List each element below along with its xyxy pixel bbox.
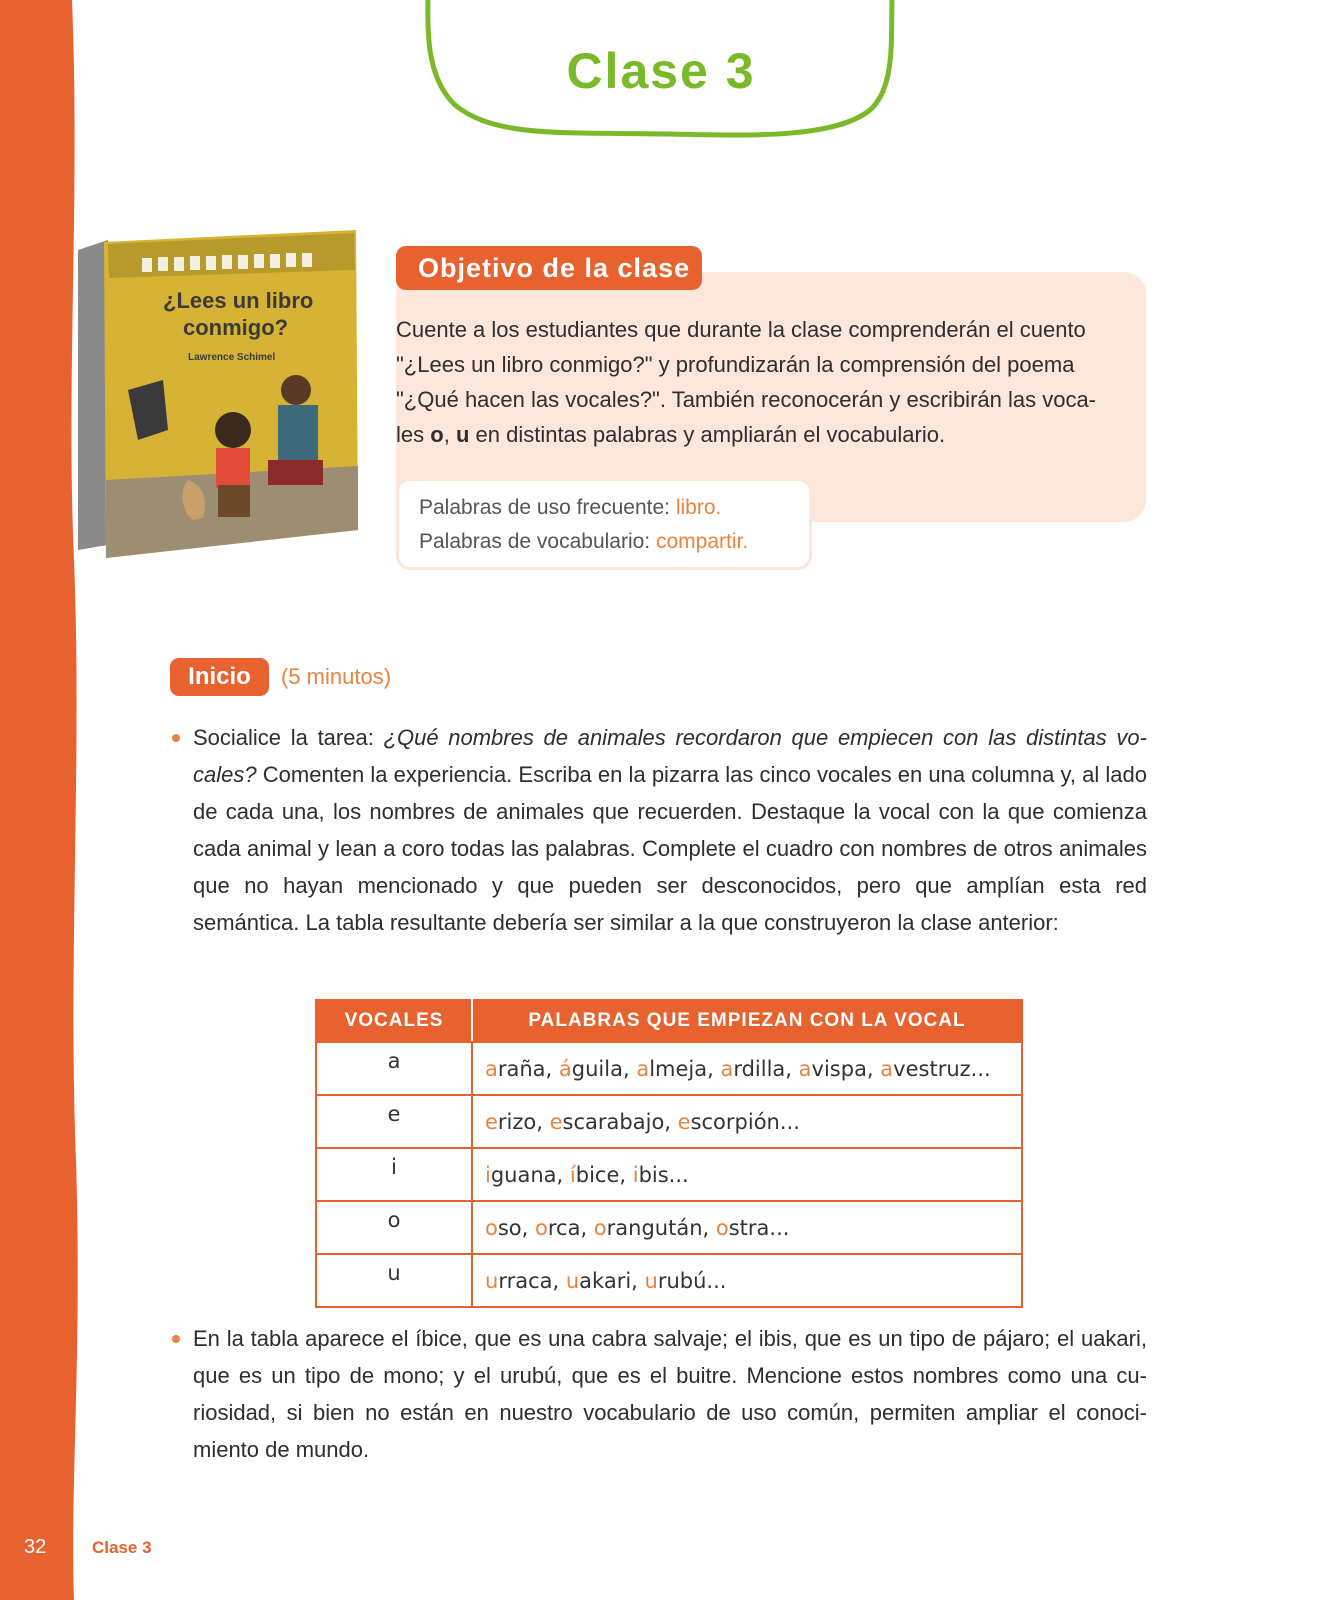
vowel-cell: e <box>316 1095 472 1148</box>
word-rest: lmeja, <box>649 1056 721 1081</box>
word-rest: bice, <box>575 1162 633 1187</box>
objective-tab: Objetivo de la clase <box>396 246 702 290</box>
vowel-cell: o <box>316 1201 472 1254</box>
word-initial-letter: a <box>880 1056 894 1081</box>
word-rest: bis... <box>638 1162 689 1187</box>
paragraph-1-rest: Comenten la experiencia. Escriba en la pizarra las cinco vocales en una columna y, al lado de cada una, los nombres de animales que recuerden. Destaque la vocal con la que comienza cada animal y lean a coro todas las palabras. Complete el cuadro con nombres de otros animales que no hayan mencionado y que pueden ser desconocidos, pero que amplían esta red semántica. La tabla resultante debería ser similar a la que construyeron la clase anterior: <box>193 762 1147 935</box>
table-row <box>316 1148 1022 1201</box>
vocab-words-label: Palabras de vocabulario: <box>419 530 656 553</box>
inicio-time: (5 minutos) <box>281 664 392 689</box>
word-rest: rizo, <box>497 1109 550 1134</box>
word-initial-letter: a <box>636 1056 650 1081</box>
word-initial-letter: e <box>677 1109 691 1134</box>
vocab-words-line <box>419 525 809 559</box>
word-rest: guila, <box>571 1056 637 1081</box>
word-initial-letter: o <box>485 1215 498 1240</box>
word-initial-letter: u <box>485 1268 499 1293</box>
vowel-cell: i <box>316 1148 472 1201</box>
words-cell <box>472 1148 1022 1201</box>
word-rest: stra... <box>728 1215 790 1240</box>
book-author: Lawrence Schimel <box>188 352 276 363</box>
word-rest: so, <box>497 1215 535 1240</box>
words-cell <box>472 1042 1022 1095</box>
table-row <box>316 1254 1022 1307</box>
word-rest: vispa, <box>811 1056 881 1081</box>
word-initial-letter: o <box>593 1215 607 1240</box>
word-initial-letter: a <box>720 1056 734 1081</box>
word-initial-letter: e <box>549 1109 563 1134</box>
word-initial-letter: e <box>485 1109 498 1134</box>
inicio-tab: Inicio <box>170 658 269 696</box>
words-cell <box>472 1095 1022 1148</box>
objective-text-a: Cuente a los estudiantes que durante la clase comprenderán el cuento "¿Lees un libro conmigo?" y profundizarán la comprensión del poema "¿Qué hacen las vocales?". También reconocerán y escribirán las voca-les <box>396 317 1097 447</box>
footer-label: Clase 3 <box>92 1538 152 1557</box>
word-rest: rca, <box>547 1215 594 1240</box>
word-rest: rdilla, <box>733 1056 799 1081</box>
words-cell <box>472 1201 1022 1254</box>
page-number: 32 <box>24 1536 47 1558</box>
frequent-words-value: libro. <box>675 496 722 519</box>
word-initial-letter: u <box>644 1268 658 1293</box>
page-title: Clase 3 <box>566 43 756 99</box>
word-initial-letter: u <box>565 1268 580 1293</box>
side-strip <box>0 0 78 1600</box>
vowels-table <box>315 999 1023 1308</box>
word-rest: akari, <box>579 1268 645 1293</box>
vowel-cell: a <box>316 1042 472 1095</box>
book-title-line2: conmigo? <box>183 315 289 340</box>
word-initial-letter: á <box>558 1056 572 1081</box>
paragraph-1-lead: Socialice la tarea: <box>193 725 384 750</box>
table-row <box>316 1042 1022 1095</box>
paragraph-1-question: ¿Qué nombres de animales recordaron que empiecen con las distintas vo-cales? <box>193 725 1147 787</box>
word-initial-letter: i <box>632 1162 639 1187</box>
objective-bold-o: o <box>430 422 444 447</box>
table-header-palabras: PALABRAS QUE EMPIEZAN CON LA VOCAL <box>472 1000 1022 1042</box>
vocab-words-value: compartir. <box>655 530 749 553</box>
word-initial-letter: í <box>569 1162 576 1187</box>
word-rest: vestruz... <box>893 1056 991 1081</box>
word-initial-letter: o <box>715 1215 729 1240</box>
frequent-words-label: Palabras de uso frecuente: <box>419 496 676 519</box>
frequent-words-line <box>419 491 809 525</box>
paragraph-1 <box>193 719 1147 941</box>
words-cell <box>472 1254 1022 1307</box>
word-initial-letter: i <box>485 1162 491 1187</box>
table-row <box>316 1201 1022 1254</box>
book-cover-image <box>68 230 363 560</box>
word-rest: rubú... <box>657 1268 727 1293</box>
word-initial-letter: a <box>485 1056 498 1081</box>
word-rest: guana, <box>490 1162 570 1187</box>
vocabulary-box <box>396 478 812 570</box>
word-rest: rraca, <box>498 1268 566 1293</box>
objective-text <box>396 312 1111 452</box>
word-initial-letter: a <box>798 1056 812 1081</box>
vowel-cell: u <box>316 1254 472 1307</box>
bullet-2 <box>172 1335 180 1343</box>
book-title-line1: ¿Lees un libro <box>163 288 314 313</box>
objective-bold-u: u <box>455 422 470 447</box>
table-row <box>316 1095 1022 1148</box>
word-rest: rangután, <box>606 1215 716 1240</box>
paragraph-2: En la tabla aparece el íbice, que es una cabra salvaje; el ibis, que es un tipo de pájaro; el uakari, que es un tipo de mono; y el urubú, que es el buitre. Mencione estos nombres como una cu-riosidad, si bien no están en nuestro vocabulario de uso común, permiten ampliar el conoci-miento de mundo. <box>193 1326 1147 1462</box>
objective-text-b: en distintas palabras y ampliarán el vocabulario. <box>469 422 946 447</box>
table-header-vocales: VOCALES <box>316 1000 472 1042</box>
objective-sep: , <box>443 422 456 447</box>
word-rest: scorpión... <box>690 1109 800 1134</box>
word-rest: scarabajo, <box>562 1109 678 1134</box>
word-initial-letter: o <box>535 1215 548 1240</box>
bullet-1 <box>172 734 180 742</box>
word-rest: raña, <box>497 1056 559 1081</box>
